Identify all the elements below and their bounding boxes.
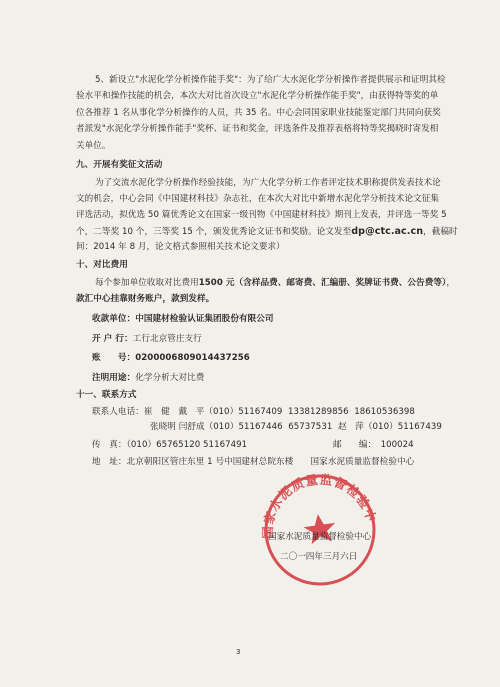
account-label: 账 号：	[92, 353, 136, 363]
fax-row: 传 真：（010）65765120 51167491	[92, 440, 248, 450]
memo-label: 注明用途：	[92, 373, 136, 383]
seal-arc-text: 国家水泥质量监督检验中心	[260, 471, 380, 539]
contact-row-1	[92, 407, 415, 418]
bank-row	[92, 334, 202, 345]
memo-value: 化学分析大对比费	[135, 373, 205, 383]
contact-4: 张晓明 闫舒成（010）51167446	[150, 422, 283, 432]
payee-row	[92, 314, 274, 325]
section9-line-4-tail: ，截稿时	[423, 227, 458, 237]
account-row	[92, 353, 250, 364]
section9-heading: 九、开展有奖征文活动	[76, 160, 163, 170]
award-line-3: 位各推荐 1 名从事化学分析操作的人员，共 35 名。中心会同国家职业技能鉴定部门共同向获奖	[76, 108, 441, 118]
postcode-row: 邮 编： 100024	[333, 440, 414, 450]
section9-line-5: 间：2014 年 8 月，论文格式参照相关技术论文要求）	[76, 242, 285, 252]
memo-row	[92, 373, 204, 384]
section9-line-1: 为了交流水泥化学分析操作经验技能，为广大化学分析工作者评定技术职称提供发表技术论	[95, 178, 441, 188]
payee-value: 中国建材检验认证集团股份有限公司	[135, 314, 274, 324]
signature-org: 国家水泥质量监督检验中心	[268, 532, 372, 542]
award-line-2: 验水平和操作技能的机会，本次大对比首次设立"水泥化学分析操作能手奖"，由获得特等奖的单	[76, 91, 439, 101]
contact-6: 赵 萍（010）51167439	[337, 422, 442, 432]
award-line-1: 5、新设立"水泥化学分析操作能手奖"：为了给广大水泥化学分析操作者提供展示和证明其检	[95, 75, 446, 85]
fee-line-2: 款汇中心挂靠财务账户，款到发样。	[76, 294, 215, 304]
address-row: 地 址：北京朝阳区管庄东里 1 号中国建材总院东楼 国家水泥质量监督检验中心	[92, 457, 415, 467]
email-link[interactable]: dp@ctc.ac.cn	[351, 226, 424, 237]
fee-line-1-post: ，	[446, 278, 455, 288]
contact-2: 13381289856	[287, 407, 349, 417]
bank-label: 开 户 行：	[92, 334, 133, 344]
award-line-4: 者派发"水泥化学分析操作能手"奖杯、证书和奖金，评选条件及推荐表格将特等奖揭晓时寄发相	[76, 124, 439, 134]
signature-date: 二〇一四年三月六日	[280, 552, 358, 562]
account-value: 0200006809014437256	[135, 353, 250, 363]
section9-line-3: 评选活动，拟优选 50 篇优秀论文在国家一级刊物《中国建材科技》期刊上发表，并评选一等奖 5	[76, 210, 447, 220]
page-number: 3	[236, 648, 241, 656]
section10-heading: 十、对比费用	[76, 260, 128, 270]
section11-heading: 十一、联系方式	[76, 390, 137, 400]
payee-label: 收款单位：	[92, 314, 136, 324]
contact-3: 18610536398	[354, 407, 415, 417]
section9-line-4-text: 个，二等奖 10 个，三等奖 15 个，颁发优秀论文证书和奖励。论文发至	[76, 227, 352, 237]
contact-1: 崔 健 戴 平（010）51167409	[143, 407, 283, 417]
fee-line-1	[95, 278, 455, 289]
contact-label: 联系人电话：	[92, 407, 144, 417]
contact-row-2	[150, 422, 442, 433]
contact-5: 65737531	[288, 422, 333, 432]
section9-line-2: 文的机会，中心会同《中国建材科技》杂志社，在本次大对比中新增水泥化学分析技术论文征集	[76, 194, 440, 204]
fee-amount: 1500 元（含样品费、邮寄费、汇编册、奖牌证书费、公告费等）	[198, 278, 447, 288]
fee-line-1-pre: 每个参加单位收取对比费用	[95, 278, 199, 288]
bank-value: 工行北京管庄支行	[132, 334, 202, 344]
award-line-5: 关单位。	[76, 141, 111, 151]
section9-line-4	[76, 226, 458, 238]
